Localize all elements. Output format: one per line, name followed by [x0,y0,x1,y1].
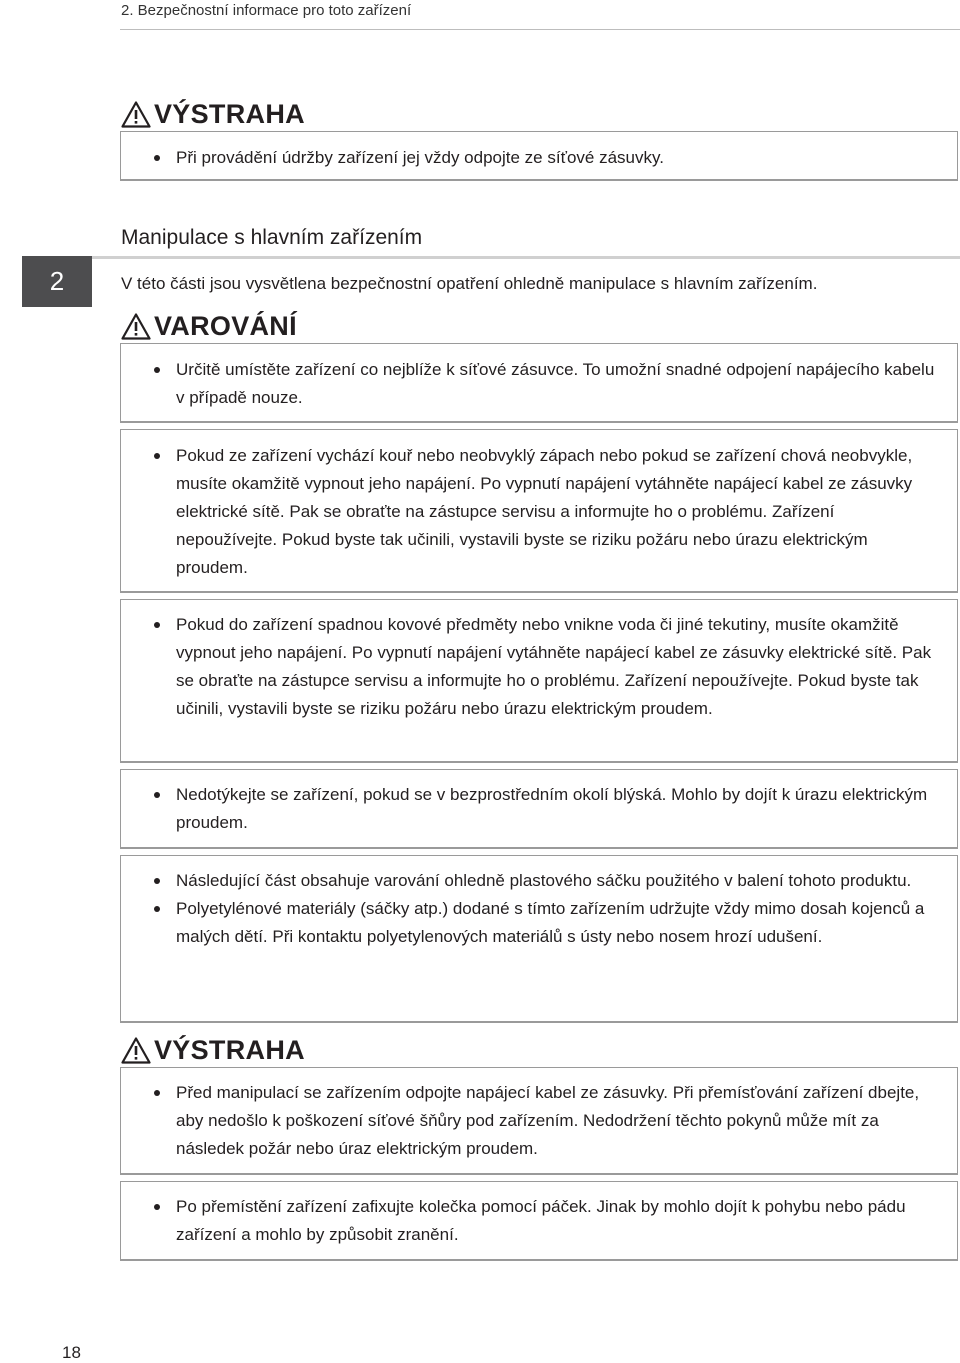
warning-box-3 [120,599,958,763]
caution-title: VÝSTRAHA [154,99,305,129]
warning-box-5 [120,855,958,1023]
caution-title: VÝSTRAHA [154,1035,305,1065]
sub-list-item: Polyetylénové materiály (sáčky atp.) dodané s tímto zařízením udržujte vždy mimo dosah kojenců a malých dětí. Při kontaktu polyetylenových materiálů s ústy nebo nosem hrozí udušení. [176,895,937,951]
list-item: Následující část obsahuje varování ohledně plastového sáčku použitého v balení tohoto produktu. [176,867,937,895]
warning-box-1 [120,343,958,423]
caution-box-3 [120,1181,958,1261]
caution-box-2 [120,1067,958,1175]
chapter-divider [92,256,960,259]
caution-heading-1 [121,99,305,130]
warning-title: VAROVÁNÍ [154,311,297,341]
list-item: Před manipulací se zařízením odpojte napájecí kabel ze zásuvky. Při přemísťování zařízení dbejte, aby nedošlo k poškození síťové šňůry pod zařízením. Nedodržení těchto pokynů může mít za následek požár nebo úraz elektrickým proudem. [176,1079,937,1163]
list-item: Určitě umístěte zařízení co nejblíže k síťové zásuvce. To umožní snadné odpojení napájecího kabelu v případě nouze. [176,356,937,412]
running-header: 2. Bezpečnostní informace pro toto zařízení [121,2,412,19]
list-item: Pokud ze zařízení vychází kouř nebo neobvyklý zápach nebo pokud se zařízení chová neobvykle, musíte okamžitě vypnout jeho napájení. Po vypnutí napájení vytáhněte napájecí kabel ze zásuvky elektrické sítě. Pak se obraťte na zástupce servisu a informujte ho o problému. Zařízení nepoužívejte. Pokud byste tak učinili, vystavili byste se riziku požáru nebo úrazu elektrickým proudem. [176,442,937,582]
warning-triangle-icon [121,1037,151,1064]
section-intro: V této části jsou vysvětlena bezpečnostní opatření ohledně manipulace s hlavním zařízením. [121,274,818,293]
caution-box-1 [120,131,958,181]
list-item: Po přemístění zařízení zafixujte kolečka pomocí páček. Jinak by mohlo dojít k pohybu nebo pádu zařízení a mohlo by způsobit zranění. [176,1193,937,1249]
chapter-tab: 2 [22,256,92,307]
list-item: Pokud do zařízení spadnou kovové předměty nebo vnikne voda či jiné tekutiny, musíte okamžitě vypnout jeho napájení. Po vypnutí napájení vytáhněte napájecí kabel ze zásuvky elektrické sítě. Pak se obraťte na zástupce servisu a informujte ho o problému. Zařízení nepoužívejte. Pokud byste tak učinili, vystavili byste se riziku požáru nebo úrazu elektrickým proudem. [176,611,937,723]
warning-box-4 [120,769,958,849]
warning-heading [121,311,297,342]
list-item: Nedotýkejte se zařízení, pokud se v bezprostředním okolí blýská. Mohlo by dojít k úrazu elektrickým proudem. [176,781,937,837]
warning-triangle-icon [121,101,151,128]
list-item: Při provádění údržby zařízení jej vždy odpojte ze síťové zásuvky. [176,144,937,172]
caution-heading-2 [121,1035,305,1066]
warning-box-2 [120,429,958,593]
section-title: Manipulace s hlavním zařízením [121,226,423,249]
page-number: 18 [62,1343,81,1362]
warning-triangle-icon [121,313,151,340]
header-divider [120,29,960,30]
